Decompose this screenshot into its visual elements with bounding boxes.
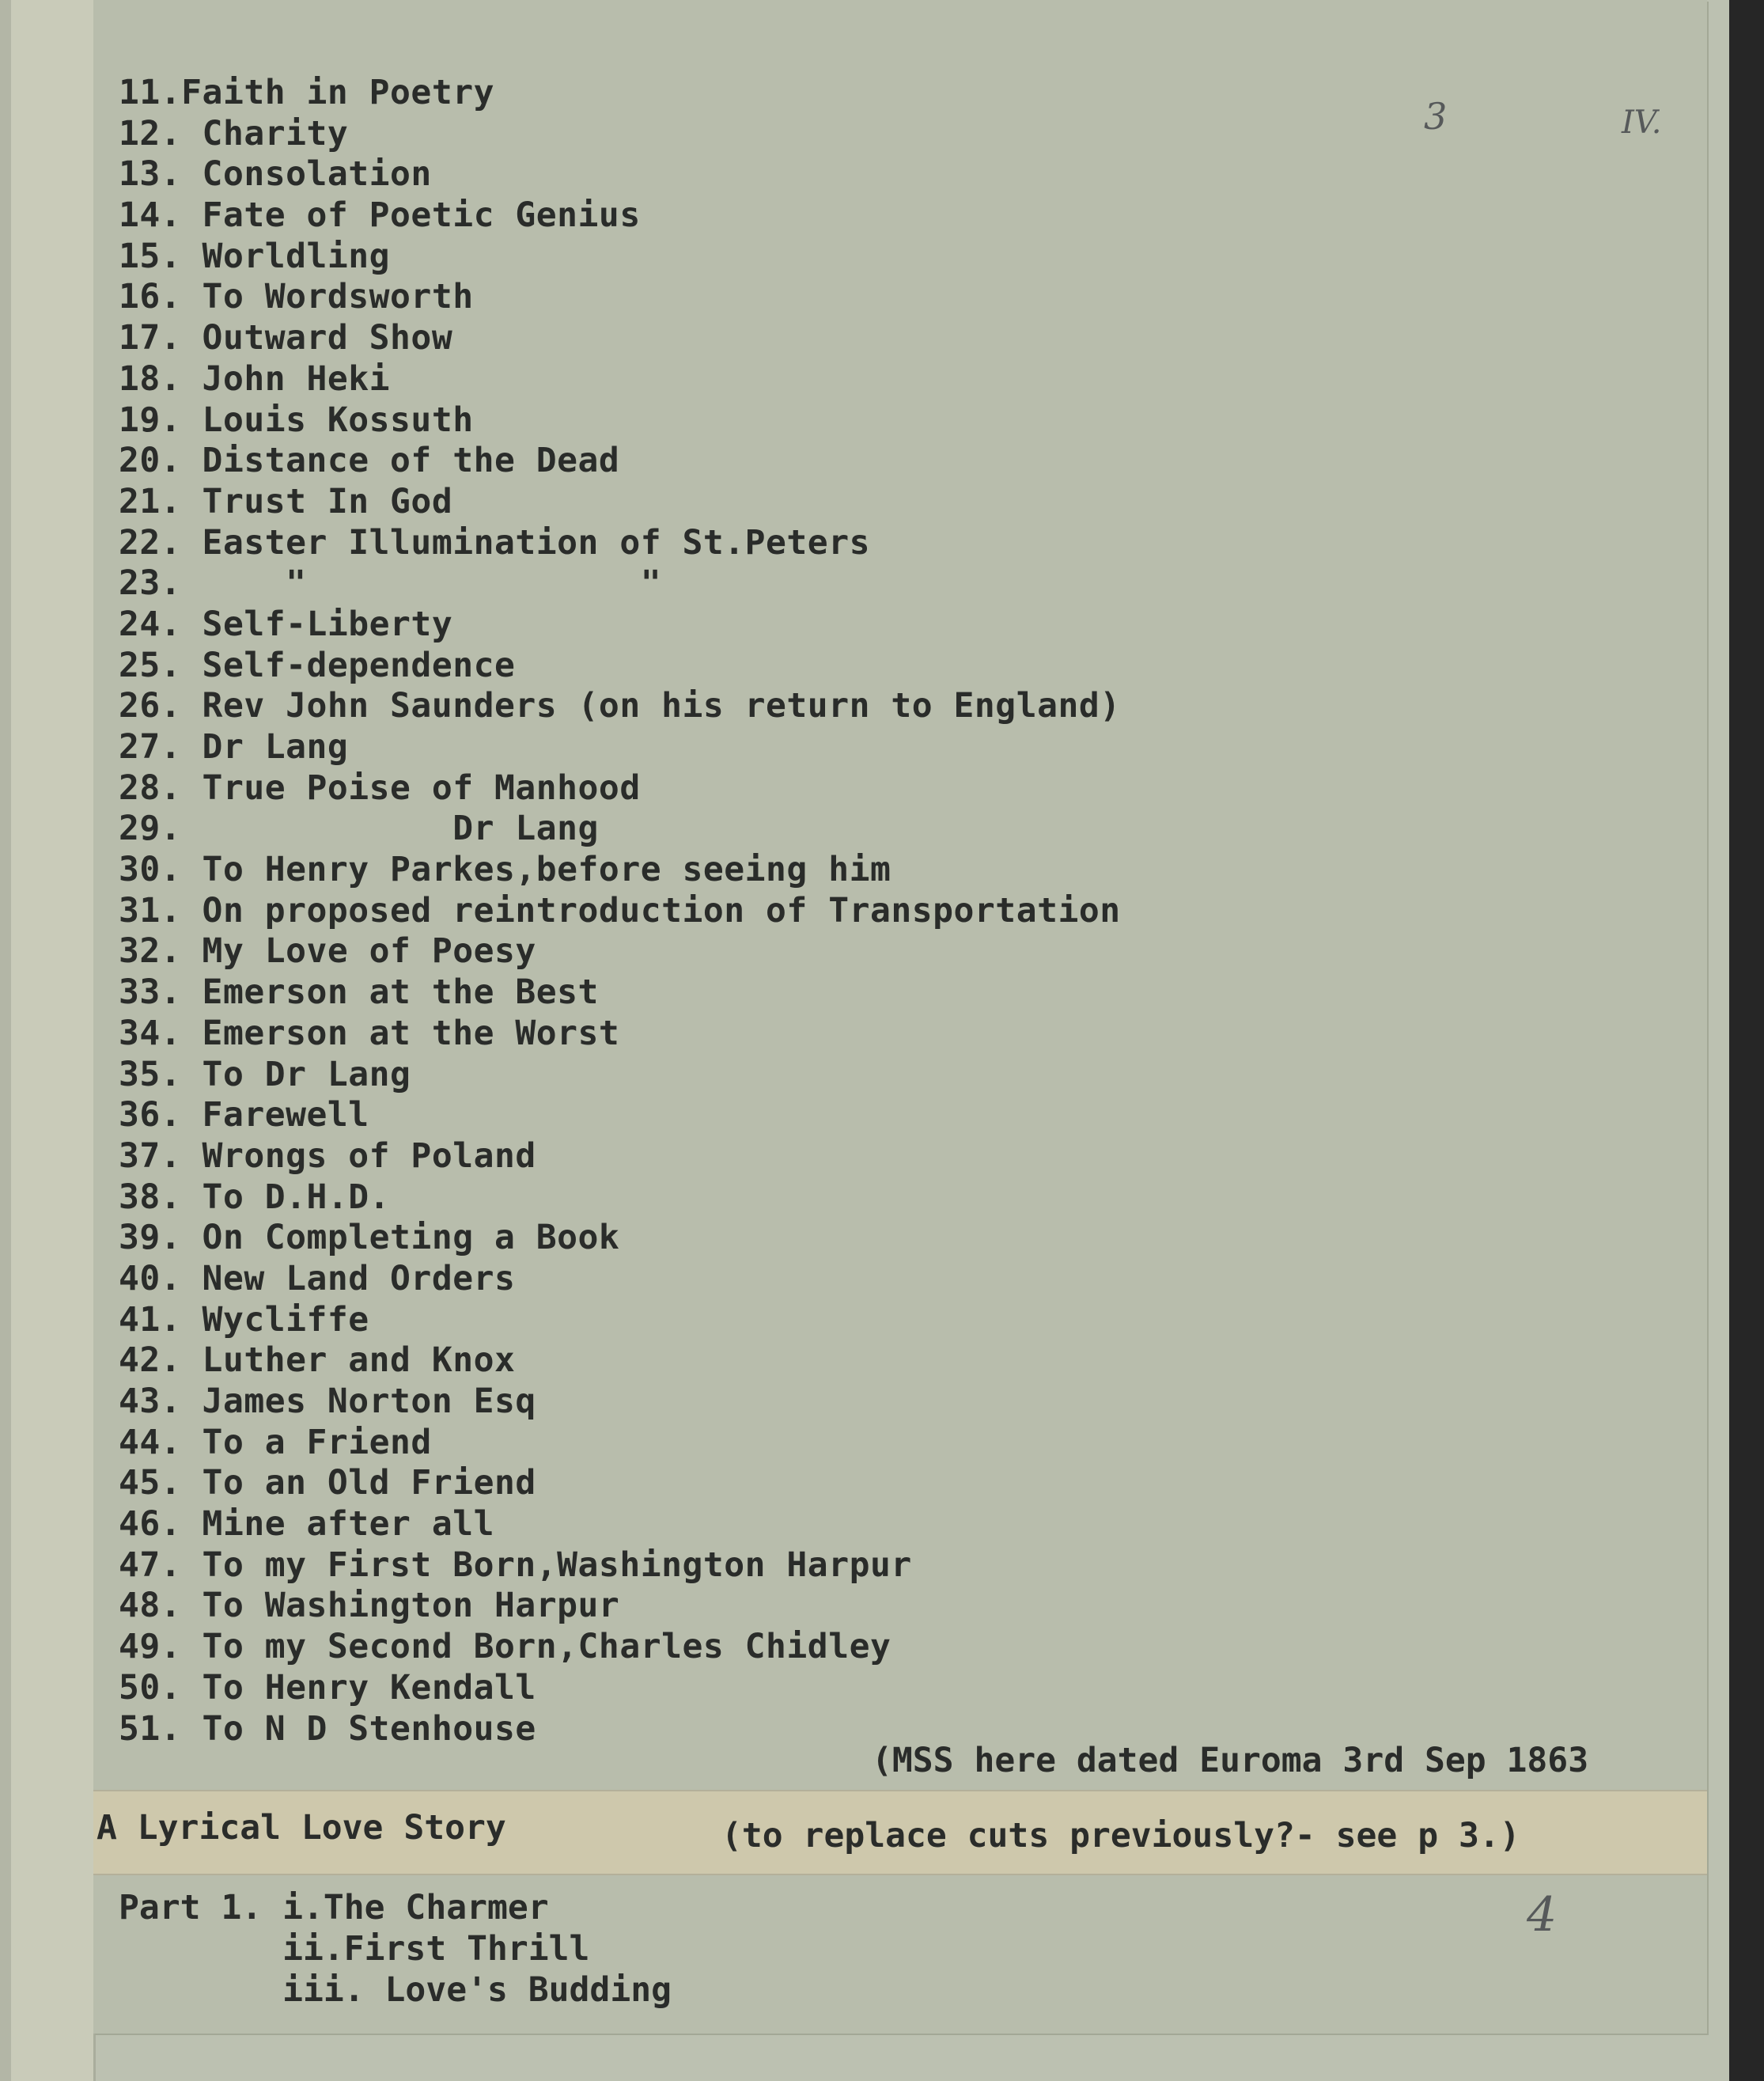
list-item: 24. Self-Liberty [119,604,453,644]
list-item: 46. Mine after all [119,1504,494,1545]
list-item: 25. Self-dependence [119,645,516,685]
list-item: 39. On Completing a Book [119,1218,620,1258]
list-item: 27. Dr Lang [119,727,349,767]
section-title: A Lyrical Love Story [97,1808,506,1848]
list-item: 18. John Heki [119,358,391,399]
list-item: ii.First Thrill [119,1929,590,1969]
manuscript-note: (MSS here dated Euroma 3rd Sep 1863 [872,1741,1589,1780]
list-item: 36. Farewell [119,1095,369,1135]
list-item: 38. To D.H.D. [119,1177,391,1217]
list-item: 21. Trust In God [119,481,453,521]
list-item: 40. New Land Orders [119,1258,516,1298]
list-item: 15. Worldling [119,236,391,276]
list-item: 29. Dr Lang [119,809,599,849]
list-item: 44. To a Friend [119,1422,432,1462]
list-item: 16. To Wordsworth [119,277,474,317]
list-item: 42. Luther and Knox [119,1340,516,1381]
binding-strip [0,0,96,2081]
list-item: 47. To my First Born,Washington Harpur [119,1545,912,1585]
list-item: 37. Wrongs of Poland [119,1135,536,1176]
list-item: 20. Distance of the Dead [119,441,620,481]
list-item: 13. Consolation [119,154,432,195]
part-list [119,1887,672,2011]
section-note: (to replace cuts previously?- see p 3.) [721,1816,1520,1855]
list-item: 12. Charity [119,113,349,154]
list-item: 34. Emerson at the Worst [119,1013,620,1053]
list-item: 50. To Henry Kendall [119,1667,536,1708]
list-item: iii. Love's Budding [119,1970,672,2010]
contents-list [119,73,1121,1749]
list-item: 48. To Washington Harpur [119,1586,620,1626]
page-number-pencil-bottom: 4 [1527,1887,1558,1943]
page-edge [0,0,11,2081]
list-item: 26. Rev John Saunders (on his return to England) [119,686,1121,726]
list-item: 49. To my Second Born,Charles Chidley [119,1627,891,1667]
list-item: 11.Faith in Poetry [119,73,494,112]
page-number-pencil-top: 3 [1424,95,1448,138]
list-item: 31. On proposed reintroduction of Transportation [119,890,1121,931]
list-item: 33. Emerson at the Best [119,972,599,1013]
list-item: 30. To Henry Parkes,before seeing him [119,850,891,890]
list-item: Part 1. i.The Charmer [119,1888,549,1927]
list-item: 45. To an Old Friend [119,1463,536,1503]
list-item: 28. True Poise of Manhood [119,768,641,808]
list-item: 41. Wycliffe [119,1299,369,1340]
list-item: 43. James Norton Esq [119,1382,536,1421]
page-number-roman: IV. [1622,104,1662,141]
list-item: 32. My Love of Poesy [119,931,536,972]
list-item: 19. Louis Kossuth [119,400,474,440]
list-item: 22. Easter Illumination of St.Peters [119,522,870,563]
list-item: 14. Fate of Poetic Genius [119,195,641,236]
list-item: 23. " " [119,563,662,604]
list-item: 35. To Dr Lang [119,1054,411,1094]
list-item: 51. To N D Stenhouse [119,1708,536,1749]
list-item: 17. Outward Show [119,318,453,358]
